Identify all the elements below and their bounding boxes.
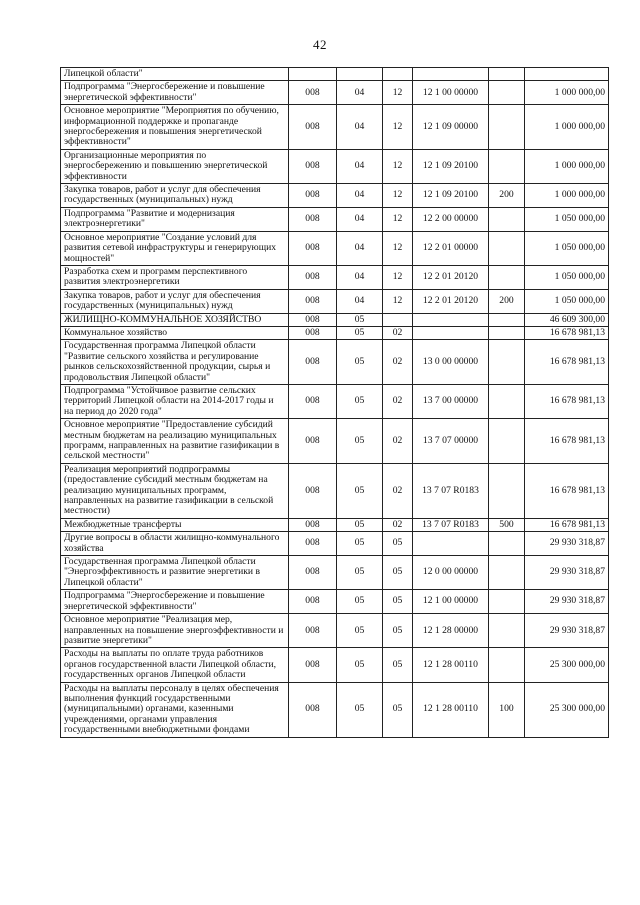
amount-cell: 1 050 000,00 (525, 231, 609, 265)
target-article-code-cell: 12 2 01 20120 (413, 289, 489, 313)
section-code-cell (337, 68, 383, 81)
item-name-cell: Реализация мероприятий подпрограммы (предоставление субсидий местным бюджетам на реализацию муниципальных программ, направленных на развитие газификации в сельской местности) (61, 463, 289, 518)
ministry-code-cell: 008 (289, 384, 337, 418)
item-name-cell: Государственная программа Липецкой области "Развитие сельского хозяйства и регулирование рынков сельскохозяйственной продукции, сырья и продовольствия Липецкой области" (61, 340, 289, 385)
amount-cell: 29 930 318,87 (525, 556, 609, 590)
page-number: 42 (313, 37, 327, 52)
target-article-code-cell: 12 0 00 00000 (413, 556, 489, 590)
table-row (61, 207, 609, 231)
amount-cell: 16 678 981,13 (525, 463, 609, 518)
expense-type-code-cell (489, 614, 525, 648)
section-code-cell: 05 (337, 556, 383, 590)
table-row (61, 648, 609, 682)
expense-type-code-cell (489, 313, 525, 326)
subsection-code-cell: 02 (383, 463, 413, 518)
target-article-code-cell (413, 326, 489, 339)
target-article-code-cell: 13 7 07 00000 (413, 419, 489, 464)
table-row (61, 326, 609, 339)
subsection-code-cell (383, 68, 413, 81)
ministry-code-cell: 008 (289, 313, 337, 326)
item-name-cell: Подпрограмма "Энергосбережение и повышение энергетической эффективности" (61, 81, 289, 105)
table-row (61, 289, 609, 313)
table-row (61, 231, 609, 265)
table-row (61, 419, 609, 464)
target-article-code-cell: 13 0 00 00000 (413, 340, 489, 385)
target-article-code-cell: 13 7 07 R0183 (413, 463, 489, 518)
ministry-code-cell: 008 (289, 419, 337, 464)
table-row (61, 556, 609, 590)
item-name-cell: Подпрограмма "Развитие и модернизация электроэнергетики" (61, 207, 289, 231)
table-row (61, 81, 609, 105)
amount-cell: 25 300 000,00 (525, 682, 609, 737)
item-name-cell: Разработка схем и программ перспективного развития электроэнергетики (61, 265, 289, 289)
ministry-code-cell: 008 (289, 648, 337, 682)
ministry-code-cell: 008 (289, 207, 337, 231)
subsection-code-cell: 02 (383, 419, 413, 464)
amount-cell: 1 000 000,00 (525, 149, 609, 183)
expense-type-code-cell (489, 590, 525, 614)
amount-cell: 46 609 300,00 (525, 313, 609, 326)
amount-cell: 1 000 000,00 (525, 105, 609, 150)
expense-type-code-cell: 100 (489, 682, 525, 737)
table-row (61, 68, 609, 81)
target-article-code-cell: 12 1 28 00110 (413, 682, 489, 737)
expense-type-code-cell (489, 340, 525, 385)
expense-type-code-cell (489, 384, 525, 418)
subsection-code-cell: 12 (383, 105, 413, 150)
budget-table (60, 67, 609, 738)
item-name-cell: Государственная программа Липецкой области "Энергоэффективность и развитие энергетики в Липецкой области" (61, 556, 289, 590)
table-row (61, 518, 609, 531)
ministry-code-cell: 008 (289, 556, 337, 590)
amount-cell (525, 68, 609, 81)
section-code-cell: 05 (337, 419, 383, 464)
item-name-cell: Межбюджетные трансферты (61, 518, 289, 531)
section-code-cell: 04 (337, 265, 383, 289)
expense-type-code-cell: 200 (489, 289, 525, 313)
section-code-cell: 04 (337, 81, 383, 105)
ministry-code-cell: 008 (289, 81, 337, 105)
expense-type-code-cell (489, 207, 525, 231)
amount-cell: 29 930 318,87 (525, 614, 609, 648)
subsection-code-cell: 05 (383, 556, 413, 590)
amount-cell: 1 000 000,00 (525, 184, 609, 208)
subsection-code-cell: 12 (383, 289, 413, 313)
item-name-cell: Коммунальное хозяйство (61, 326, 289, 339)
table-row (61, 532, 609, 556)
section-code-cell: 05 (337, 463, 383, 518)
section-code-cell: 05 (337, 518, 383, 531)
target-article-code-cell: 12 2 01 20120 (413, 265, 489, 289)
section-code-cell: 05 (337, 648, 383, 682)
ministry-code-cell: 008 (289, 614, 337, 648)
target-article-code-cell: 12 1 00 00000 (413, 81, 489, 105)
subsection-code-cell: 12 (383, 231, 413, 265)
amount-cell: 25 300 000,00 (525, 648, 609, 682)
amount-cell: 16 678 981,13 (525, 384, 609, 418)
table-row (61, 313, 609, 326)
amount-cell: 1 000 000,00 (525, 81, 609, 105)
expense-type-code-cell (489, 81, 525, 105)
item-name-cell: Подпрограмма "Энергосбережение и повышение энергетической эффективности" (61, 590, 289, 614)
target-article-code-cell: 12 1 09 20100 (413, 184, 489, 208)
budget-table-body (61, 68, 609, 738)
target-article-code-cell: 12 1 28 00000 (413, 614, 489, 648)
section-code-cell: 04 (337, 207, 383, 231)
expense-type-code-cell (489, 326, 525, 339)
item-name-cell: ЖИЛИЩНО-КОММУНАЛЬНОЕ ХОЗЯЙСТВО (61, 313, 289, 326)
table-row (61, 184, 609, 208)
subsection-code-cell: 05 (383, 682, 413, 737)
target-article-code-cell: 12 2 01 00000 (413, 231, 489, 265)
amount-cell: 29 930 318,87 (525, 532, 609, 556)
section-code-cell: 04 (337, 184, 383, 208)
amount-cell: 16 678 981,13 (525, 518, 609, 531)
ministry-code-cell: 008 (289, 340, 337, 385)
target-article-code-cell: 12 1 28 00110 (413, 648, 489, 682)
expense-type-code-cell (489, 265, 525, 289)
expense-type-code-cell (489, 419, 525, 464)
subsection-code-cell: 05 (383, 614, 413, 648)
target-article-code-cell: 12 2 00 00000 (413, 207, 489, 231)
expense-type-code-cell (489, 556, 525, 590)
ministry-code-cell: 008 (289, 590, 337, 614)
subsection-code-cell: 12 (383, 265, 413, 289)
target-article-code-cell (413, 313, 489, 326)
expense-type-code-cell: 200 (489, 184, 525, 208)
expense-type-code-cell (489, 68, 525, 81)
amount-cell: 1 050 000,00 (525, 207, 609, 231)
ministry-code-cell (289, 68, 337, 81)
expense-type-code-cell (489, 648, 525, 682)
section-code-cell: 04 (337, 231, 383, 265)
subsection-code-cell: 12 (383, 149, 413, 183)
subsection-code-cell: 05 (383, 590, 413, 614)
item-name-cell: Подпрограмма "Устойчивое развитие сельских территорий Липецкой области на 2014-2017 годы и на период до 2020 года" (61, 384, 289, 418)
expense-type-code-cell: 500 (489, 518, 525, 531)
table-row (61, 682, 609, 737)
item-name-cell: Расходы на выплаты персоналу в целях обеспечения выполнения функций государственными (муниципальными) органами, казенными учреждениями, органами управления государственными внебюджетными фондами (61, 682, 289, 737)
item-name-cell: Организационные мероприятия по энергосбережению и повышению энергетической эффективности (61, 149, 289, 183)
table-row (61, 340, 609, 385)
item-name-cell: Закупка товаров, работ и услуг для обеспечения государственных (муниципальных) нужд (61, 289, 289, 313)
amount-cell: 1 050 000,00 (525, 289, 609, 313)
expense-type-code-cell (489, 105, 525, 150)
section-code-cell: 05 (337, 326, 383, 339)
table-row (61, 463, 609, 518)
item-name-cell: Липецкой области" (61, 68, 289, 81)
subsection-code-cell: 12 (383, 184, 413, 208)
item-name-cell: Основное мероприятие "Мероприятия по обучению, информационной поддержке и пропаганде энергосбережения и повышения энергетической эффективности" (61, 105, 289, 150)
subsection-code-cell: 02 (383, 340, 413, 385)
expense-type-code-cell (489, 231, 525, 265)
section-code-cell: 05 (337, 340, 383, 385)
target-article-code-cell: 13 7 00 00000 (413, 384, 489, 418)
table-row (61, 590, 609, 614)
ministry-code-cell: 008 (289, 326, 337, 339)
target-article-code-cell (413, 532, 489, 556)
section-code-cell: 05 (337, 384, 383, 418)
ministry-code-cell: 008 (289, 149, 337, 183)
target-article-code-cell (413, 68, 489, 81)
subsection-code-cell: 12 (383, 207, 413, 231)
target-article-code-cell: 12 1 09 00000 (413, 105, 489, 150)
item-name-cell: Основное мероприятие "Создание условий для развития сетевой инфраструктуры и генерирующих мощностей" (61, 231, 289, 265)
ministry-code-cell: 008 (289, 463, 337, 518)
section-code-cell: 05 (337, 682, 383, 737)
amount-cell: 16 678 981,13 (525, 340, 609, 385)
item-name-cell: Расходы на выплаты по оплате труда работников органов государственной власти Липецкой области, государственных органов Липецкой области (61, 648, 289, 682)
section-code-cell: 04 (337, 289, 383, 313)
ministry-code-cell: 008 (289, 231, 337, 265)
subsection-code-cell: 05 (383, 648, 413, 682)
table-row (61, 265, 609, 289)
target-article-code-cell: 12 1 00 00000 (413, 590, 489, 614)
table-row (61, 384, 609, 418)
item-name-cell: Основное мероприятие "Предоставление субсидий местным бюджетам на реализацию муниципальных программ, направленных на развитие газификации в сельской местности" (61, 419, 289, 464)
ministry-code-cell: 008 (289, 184, 337, 208)
expense-type-code-cell (489, 463, 525, 518)
section-code-cell: 05 (337, 532, 383, 556)
ministry-code-cell: 008 (289, 532, 337, 556)
amount-cell: 16 678 981,13 (525, 419, 609, 464)
section-code-cell: 05 (337, 614, 383, 648)
subsection-code-cell (383, 313, 413, 326)
target-article-code-cell: 13 7 07 R0183 (413, 518, 489, 531)
expense-type-code-cell (489, 532, 525, 556)
ministry-code-cell: 008 (289, 682, 337, 737)
subsection-code-cell: 02 (383, 384, 413, 418)
subsection-code-cell: 02 (383, 326, 413, 339)
section-code-cell: 04 (337, 149, 383, 183)
target-article-code-cell: 12 1 09 20100 (413, 149, 489, 183)
subsection-code-cell: 12 (383, 81, 413, 105)
subsection-code-cell: 02 (383, 518, 413, 531)
section-code-cell: 05 (337, 313, 383, 326)
ministry-code-cell: 008 (289, 265, 337, 289)
item-name-cell: Закупка товаров, работ и услуг для обеспечения государственных (муниципальных) нужд (61, 184, 289, 208)
table-row (61, 614, 609, 648)
ministry-code-cell: 008 (289, 518, 337, 531)
amount-cell: 16 678 981,13 (525, 326, 609, 339)
expense-type-code-cell (489, 149, 525, 183)
ministry-code-cell: 008 (289, 105, 337, 150)
section-code-cell: 04 (337, 105, 383, 150)
item-name-cell: Другие вопросы в области жилищно-коммунального хозяйства (61, 532, 289, 556)
ministry-code-cell: 008 (289, 289, 337, 313)
section-code-cell: 05 (337, 590, 383, 614)
amount-cell: 29 930 318,87 (525, 590, 609, 614)
table-row (61, 149, 609, 183)
table-row (61, 105, 609, 150)
subsection-code-cell: 05 (383, 532, 413, 556)
amount-cell: 1 050 000,00 (525, 265, 609, 289)
item-name-cell: Основное мероприятие "Реализация мер, направленных на повышение энергоэффективности и развитие энергетики" (61, 614, 289, 648)
